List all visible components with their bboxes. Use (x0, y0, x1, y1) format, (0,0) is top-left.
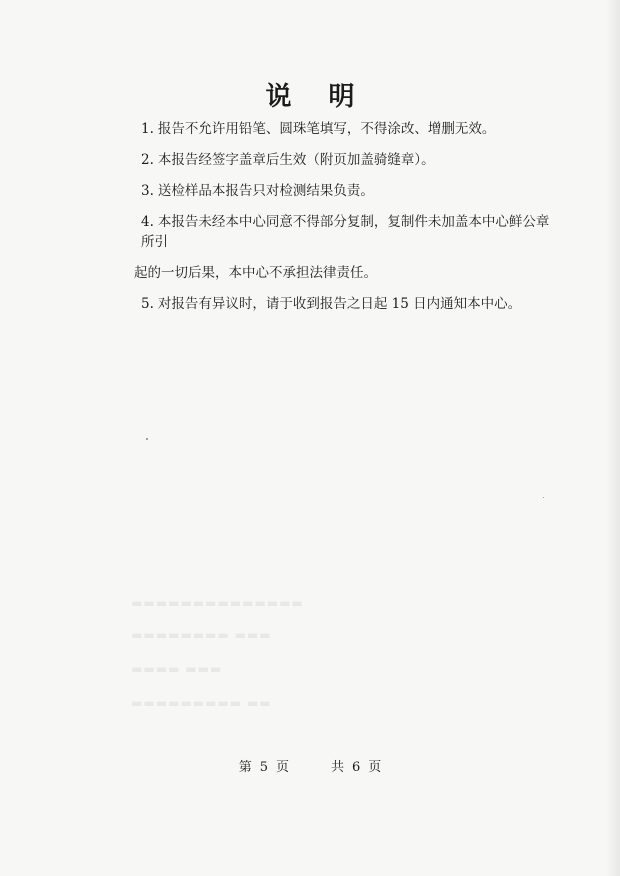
notice-item-2 (141, 150, 561, 170)
notice-item-number: 3. (141, 183, 154, 199)
bleed-through-mark: ▬▬▬ ▬▬▬▬▬▬▬▬ (130, 628, 271, 642)
notice-item-text: 本报告经签字盖章后生效（附页加盖骑缝章）。 (157, 152, 435, 168)
total-label-suffix: 页 (368, 760, 382, 775)
notice-item-text-continued: 起的一切后果，本中心不承担法律责任。 (134, 265, 377, 281)
notice-item-number: 4. (141, 214, 154, 230)
notice-item-3 (141, 181, 561, 201)
notice-item-5 (141, 294, 561, 314)
bleed-through-mark: ▬▬▬▬▬▬▬▬▬▬▬▬▬▬ (130, 596, 303, 610)
page-label-prefix: 第 (238, 760, 252, 775)
notice-list (134, 119, 561, 325)
notice-item-text: 本报告未经本中心同意不得部分复制，复制件未加盖本中心鲜公章所引 (141, 214, 550, 250)
notice-item-number: 5. (141, 296, 154, 312)
notice-item-text: 报告不允许用铅笔、圆珠笔填写，不得涂改、增删无效。 (157, 121, 496, 137)
bleed-through-mark: ▬▬ ▬▬▬▬▬▬▬▬▬ (130, 696, 271, 710)
page-number: 5 (259, 760, 268, 775)
notice-item-text: 送检样品本报告只对检测结果负责。 (157, 183, 374, 199)
total-label-prefix: 共 (331, 760, 345, 775)
notice-item-text: 对报告有异议时，请于收到报告之日起 15 日内通知本中心。 (157, 296, 522, 312)
page-title: 说 明 (265, 82, 369, 112)
total-pages: 6 (352, 760, 361, 775)
scan-speck (543, 497, 544, 498)
notice-item-number: 1. (141, 121, 154, 137)
page-edge-shadow (606, 0, 620, 876)
scan-speck (146, 438, 148, 440)
bleed-through-mark: ▬▬▬ ▬▬▬▬ (130, 662, 222, 676)
notice-item-4 (134, 212, 561, 283)
notice-item-1 (141, 119, 561, 139)
notice-item-number: 2. (141, 152, 154, 168)
page-label-suffix: 页 (275, 760, 289, 775)
page-footer (0, 756, 620, 775)
